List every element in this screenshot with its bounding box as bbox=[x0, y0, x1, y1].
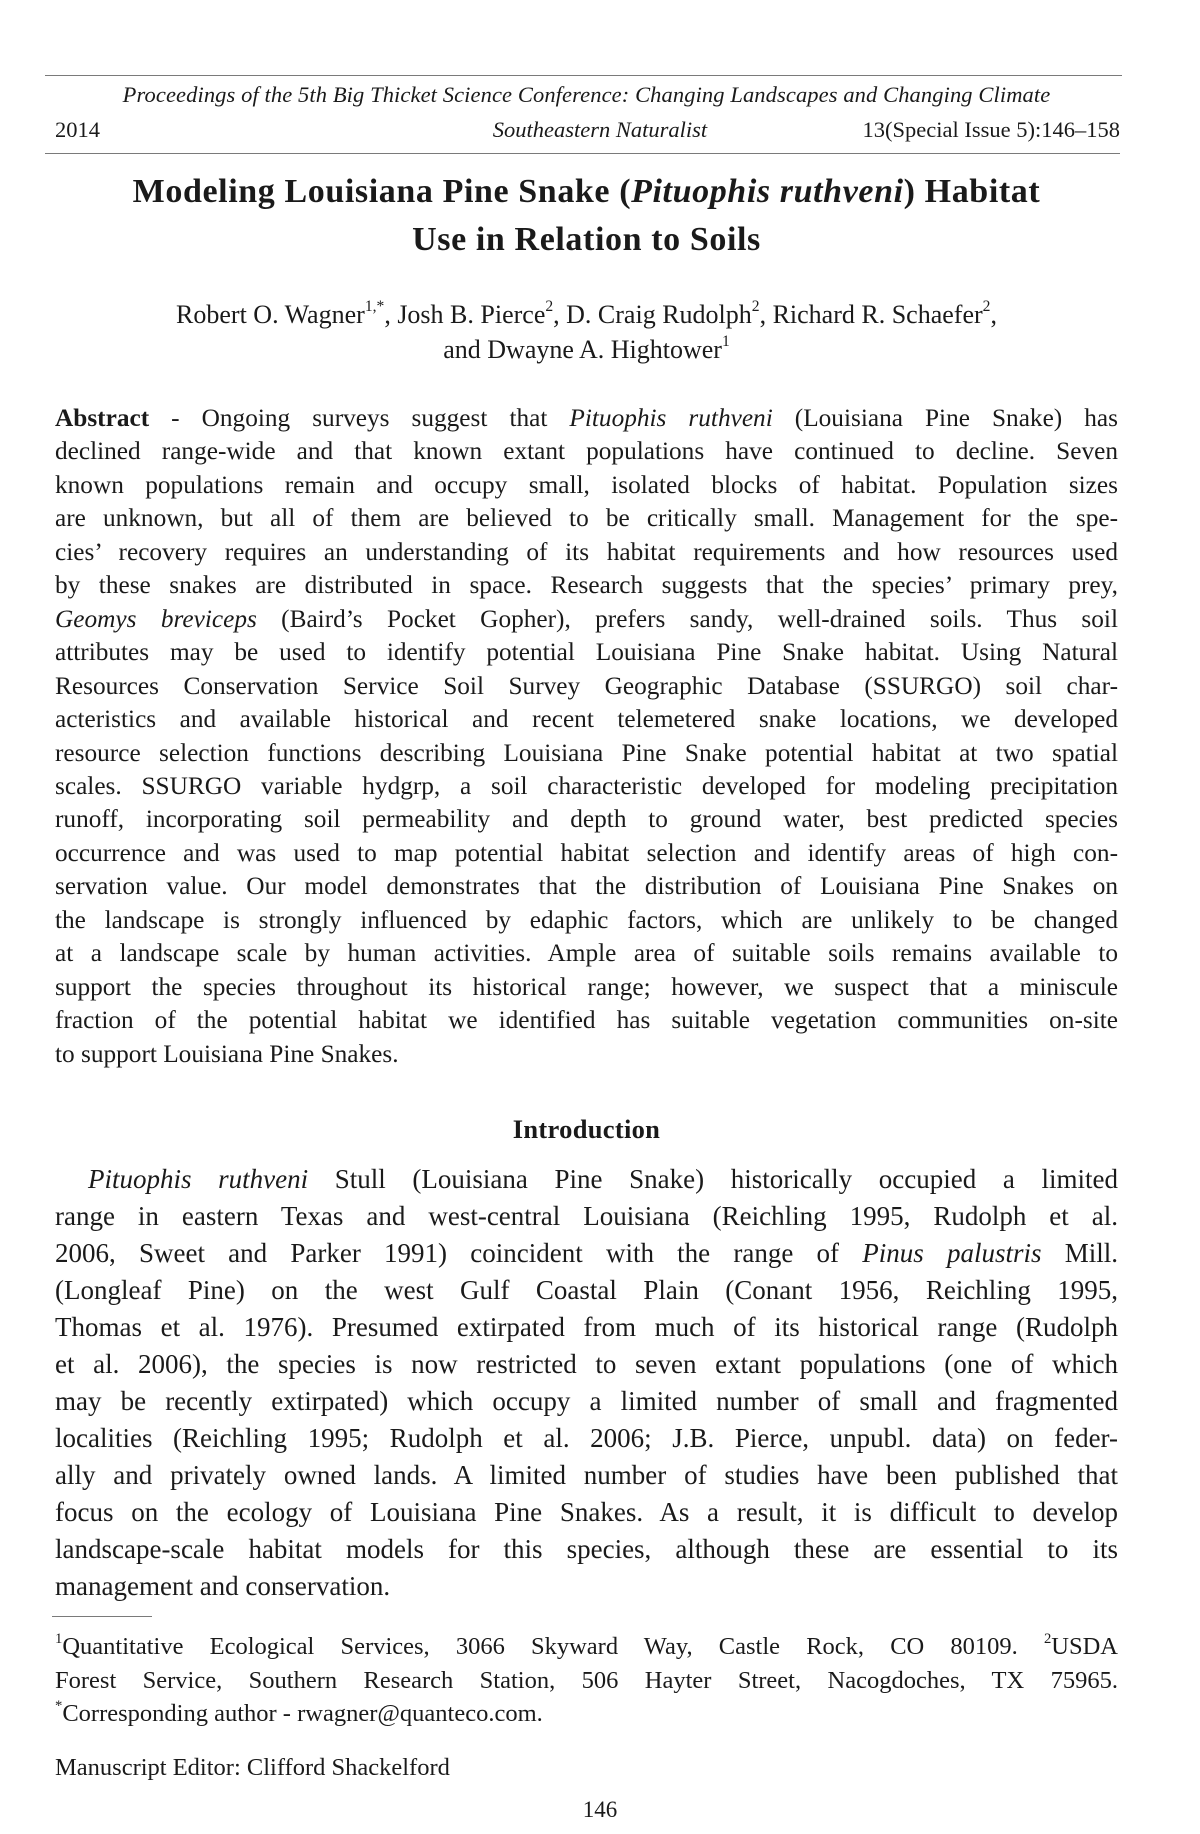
text-line bbox=[55, 1274, 1118, 1306]
text-line bbox=[55, 1422, 1118, 1454]
text-span: Forest Service, Southern Research Station, 506 Hayter Street, Nacogdoches, TX 75965. bbox=[55, 1666, 1118, 1694]
superscript: 2 bbox=[982, 298, 991, 316]
superscript: 1 bbox=[55, 1630, 63, 1647]
text-line bbox=[55, 1533, 1118, 1565]
text-span: Stull (Louisiana Pine Snake) historically occupied a limited bbox=[308, 1164, 1118, 1194]
text-span: 2006, Sweet and Parker 1991) coincident with the range of bbox=[55, 1238, 863, 1268]
text-span: Use in Relation to Soils bbox=[412, 221, 761, 258]
text-line bbox=[55, 570, 1118, 600]
header-top-rule bbox=[45, 75, 1122, 76]
text-line bbox=[55, 470, 1118, 500]
text-line bbox=[55, 1311, 1118, 1343]
text-line bbox=[55, 972, 1118, 1002]
text-line bbox=[55, 637, 1118, 667]
text-span: servation value. Our model demonstrates that the distribution of Louisiana Pine Snakes on bbox=[55, 872, 1118, 901]
text-line bbox=[55, 172, 1118, 212]
text-line bbox=[55, 1237, 1118, 1269]
text-span: to support Louisiana Pine Snakes. bbox=[55, 1039, 399, 1068]
text-line bbox=[55, 1459, 1118, 1491]
text-line bbox=[55, 403, 1118, 433]
text-span: fraction of the potential habitat we identified has suitable vegetation communities on-site bbox=[55, 1006, 1118, 1035]
text-line bbox=[55, 1632, 1118, 1662]
text-span: Resources Conservation Service Soil Survey Geographic Database (SSURGO) soil char- bbox=[55, 671, 1118, 700]
superscript: 2 bbox=[545, 298, 554, 316]
text-line bbox=[55, 771, 1118, 801]
superscript: 2 bbox=[751, 298, 760, 316]
text-span: attributes may be used to identify potential Louisiana Pine Snake habitat. Using Natural bbox=[55, 638, 1118, 667]
text-line bbox=[55, 938, 1118, 968]
text-span: ) Habitat bbox=[903, 173, 1041, 210]
superscript: 2 bbox=[1043, 1630, 1052, 1647]
text-line bbox=[55, 1385, 1118, 1417]
text-span: ally and privately owned lands. A limited number of studies have been published that bbox=[55, 1460, 1118, 1490]
text-line bbox=[55, 1570, 1118, 1602]
text-span: at a landscape scale by human activities. Ample area of suitable soils remains available to bbox=[55, 939, 1118, 968]
text-span: known populations remain and occupy small, isolated blocks of habitat. Population sizes bbox=[55, 470, 1118, 499]
publication-year: 2014 bbox=[55, 117, 100, 142]
text-span: Quantitative Ecological Services, 3066 Skyward Way, Castle Rock, CO 80109. bbox=[62, 1633, 1044, 1660]
text-line bbox=[55, 1005, 1118, 1035]
text-line bbox=[55, 503, 1118, 533]
text-span: (Louisiana Pine Snake) has bbox=[772, 404, 1118, 432]
text-line bbox=[55, 838, 1118, 868]
text-span: et al. 2006), the species is now restricted to seven extant populations (one of which bbox=[55, 1349, 1118, 1379]
text-span: acteristics and available historical and recent telemetered snake locations, we developed bbox=[55, 705, 1118, 734]
italic-text: Geomys breviceps bbox=[55, 604, 257, 633]
text-span: , Richard R. Schaefer bbox=[759, 300, 983, 329]
text-line bbox=[55, 1496, 1118, 1528]
text-span: Modeling Louisiana Pine Snake ( bbox=[132, 173, 632, 210]
text-span: Thomas et al. 1976). Presumed extirpated from much of its historical range (Rudolph bbox=[55, 1312, 1118, 1342]
superscript: * bbox=[55, 1697, 63, 1714]
text-span: by these snakes are distributed in space. Research suggests that the species’ primary prey, bbox=[55, 571, 1118, 600]
text-span: , bbox=[990, 300, 997, 329]
text-span: focus on the ecology of Louisiana Pine Snakes. As a result, it is difficult to develop bbox=[55, 1497, 1118, 1527]
text-line bbox=[55, 871, 1118, 901]
text-span: (Baird’s Pocket Gopher), prefers sandy, well-drained soils. Thus soil bbox=[256, 604, 1118, 633]
text-line bbox=[55, 671, 1118, 701]
text-span: support the species throughout its historical range; however, we suspect that a miniscule bbox=[55, 972, 1118, 1001]
italic-text: Pituophis ruthveni bbox=[88, 1164, 309, 1194]
text-line bbox=[55, 804, 1118, 834]
text-line bbox=[55, 704, 1118, 734]
text-line bbox=[88, 1163, 1118, 1195]
text-span: (Longleaf Pine) on the west Gulf Coastal Plain (Conant 1956, Reichling 1995, bbox=[55, 1275, 1118, 1305]
header-bottom-rule bbox=[45, 153, 1120, 154]
text-line bbox=[55, 1039, 1118, 1069]
text-line bbox=[55, 1348, 1118, 1380]
superscript: 1,* bbox=[364, 298, 385, 316]
text-span: - Ongoing surveys suggest that bbox=[149, 404, 570, 432]
text-span: and Dwayne A. Hightower bbox=[443, 335, 722, 364]
italic-text: Pituophis ruthveni bbox=[631, 173, 904, 210]
text-span: the landscape is strongly influenced by edaphic factors, which are unlikely to be changed bbox=[55, 905, 1118, 934]
text-span: declined range-wide and that known extant populations have continued to decline. Seven bbox=[55, 437, 1118, 466]
text-line bbox=[55, 604, 1118, 634]
text-span: Mill. bbox=[1041, 1238, 1118, 1268]
footnote-rule bbox=[52, 1616, 152, 1617]
text-line bbox=[55, 738, 1118, 768]
text-span: are unknown, but all of them are believed to be critically small. Management for the spe- bbox=[55, 504, 1118, 533]
superscript: 1 bbox=[721, 333, 730, 351]
text-line bbox=[55, 1200, 1118, 1232]
text-line bbox=[55, 1699, 1118, 1729]
text-span: USDA bbox=[1051, 1633, 1118, 1660]
text-line bbox=[55, 905, 1118, 935]
text-span: occurrence and was used to map potential habitat selection and identify areas of high con- bbox=[55, 838, 1118, 867]
section-heading-introduction: Introduction bbox=[512, 1114, 661, 1144]
journal-name: Southeastern Naturalist bbox=[492, 117, 708, 142]
text-line bbox=[55, 1666, 1118, 1696]
text-span: scales. SSURGO variable hydgrp, a soil characteristic developed for modeling precipitation bbox=[55, 771, 1118, 800]
text-span: cies’ recovery requires an understanding of its habitat requirements and how resources used bbox=[55, 537, 1118, 566]
italic-text: Pinus palustris bbox=[862, 1238, 1042, 1268]
text-line bbox=[55, 537, 1118, 567]
text-span: may be recently extirpated) which occupy a limited number of small and fragmented bbox=[55, 1386, 1118, 1416]
text-span: Corresponding author - rwagner@quanteco.com. bbox=[62, 1700, 543, 1727]
text-line bbox=[55, 436, 1118, 466]
text-span: runoff, incorporating soil permeability and depth to ground water, best predicted species bbox=[55, 805, 1118, 834]
text-span: , D. Craig Rudolph bbox=[553, 300, 752, 329]
text-span: landscape-scale habitat models for this species, although these are essential to its bbox=[55, 1534, 1118, 1564]
text-span: management and conservation. bbox=[55, 1571, 391, 1601]
volume-pages: 13(Special Issue 5):146–158 bbox=[862, 117, 1120, 142]
text-line bbox=[55, 334, 1118, 366]
text-span: , Josh B. Pierce bbox=[384, 300, 546, 329]
bold-label: Abstract bbox=[55, 404, 150, 432]
italic-text: Pituophis ruthveni bbox=[569, 404, 773, 432]
text-line bbox=[55, 299, 1118, 331]
text-span: Robert O. Wagner bbox=[176, 300, 365, 329]
proceedings-title: Proceedings of the 5th Big Thicket Science Conference: Changing Landscapes and Changing Climate bbox=[122, 82, 1051, 107]
text-span: localities (Reichling 1995; Rudolph et al. 2006; J.B. Pierce, unpubl. data) on feder- bbox=[55, 1423, 1118, 1453]
text-line bbox=[55, 220, 1118, 260]
text-span: range in eastern Texas and west-central Louisiana (Reichling 1995, Rudolph et al. bbox=[55, 1201, 1118, 1231]
page-number: 146 bbox=[582, 1797, 618, 1822]
text-span: resource selection functions describing Louisiana Pine Snake potential habitat at two spatial bbox=[55, 738, 1118, 767]
manuscript-editor: Manuscript Editor: Clifford Shackelford bbox=[55, 1754, 450, 1781]
